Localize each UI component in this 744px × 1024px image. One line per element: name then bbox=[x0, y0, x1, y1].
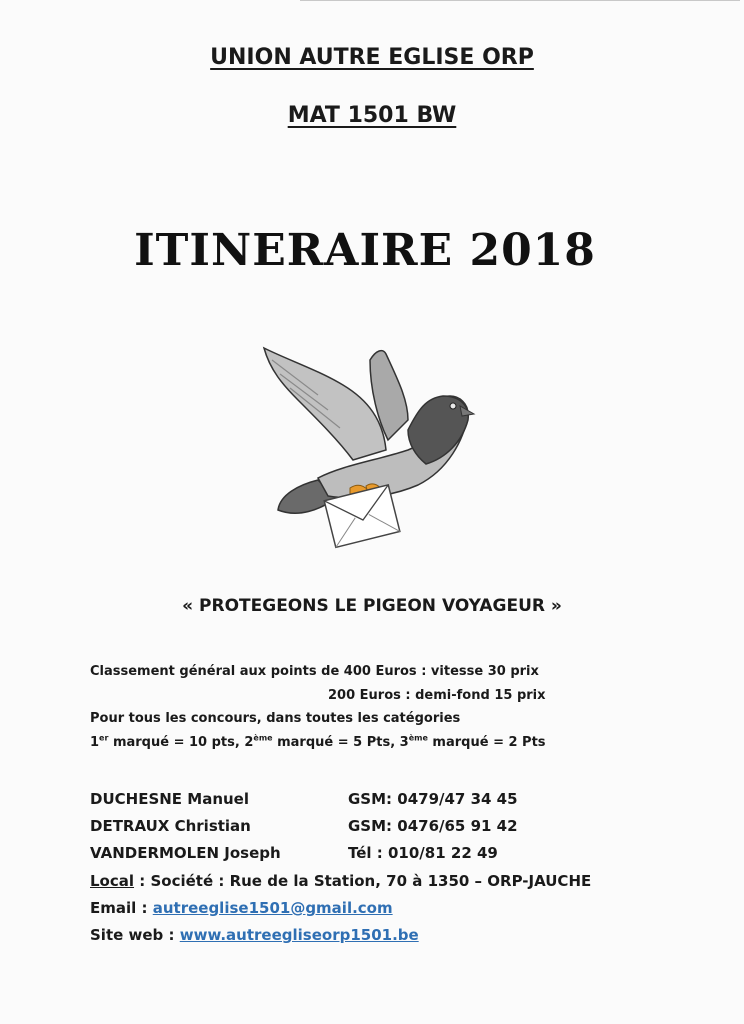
scan-edge-line bbox=[300, 0, 740, 1]
prize-line-2: 200 Euros : demi-fond 15 prix bbox=[328, 688, 546, 703]
email-link[interactable]: autreeglise1501@gmail.com bbox=[152, 899, 393, 917]
contact-phone: GSM: 0479/47 34 45 bbox=[348, 790, 518, 808]
points-second-num: 2 bbox=[244, 735, 254, 750]
points-first-num: 1 bbox=[90, 735, 100, 750]
points-third-sup: ème bbox=[408, 733, 428, 743]
points-third-num: 3 bbox=[399, 735, 409, 750]
points-second-text: marqué = 5 Pts, bbox=[272, 735, 400, 750]
points-third-text: marqué = 2 Pts bbox=[427, 735, 546, 750]
slogan: « PROTEGEONS LE PIGEON VOYAGEUR » bbox=[182, 596, 562, 616]
pigeon-with-envelope-icon bbox=[258, 340, 478, 550]
local-text: : Société : Rue de la Station, 70 à 1350 – ORP-JAUCHE bbox=[134, 872, 592, 890]
prize-line-1: Classement général aux points de 400 Euros : vitesse 30 prix bbox=[90, 664, 539, 679]
points-second-sup: ème bbox=[253, 733, 273, 743]
points-first-sup: er bbox=[99, 733, 109, 743]
mat-title: MAT 1501 BW bbox=[287, 103, 457, 128]
contact-name: VANDERMOLEN Joseph bbox=[90, 844, 281, 862]
contact-phone: GSM: 0476/65 91 42 bbox=[348, 817, 518, 835]
website-label: Site web : bbox=[90, 926, 180, 944]
contact-name: DETRAUX Christian bbox=[90, 817, 251, 835]
contact-name: DUCHESNE Manuel bbox=[90, 790, 249, 808]
itinerary-title: ITINERAIRE 2018 bbox=[134, 225, 596, 276]
website-link[interactable]: www.autreegliseorp1501.be bbox=[179, 926, 419, 944]
org-title: UNION AUTRE EGLISE ORP bbox=[210, 45, 534, 70]
website-line bbox=[90, 926, 419, 944]
local-label: Local bbox=[90, 872, 135, 890]
points-line bbox=[90, 735, 546, 750]
points-first-text: marqué = 10 pts, bbox=[108, 735, 245, 750]
prize-line-3: Pour tous les concours, dans toutes les catégories bbox=[90, 711, 461, 726]
email-line bbox=[90, 899, 393, 917]
local-address bbox=[90, 872, 591, 890]
contact-phone: Tél : 010/81 22 49 bbox=[348, 844, 498, 862]
email-label: Email : bbox=[90, 899, 153, 917]
